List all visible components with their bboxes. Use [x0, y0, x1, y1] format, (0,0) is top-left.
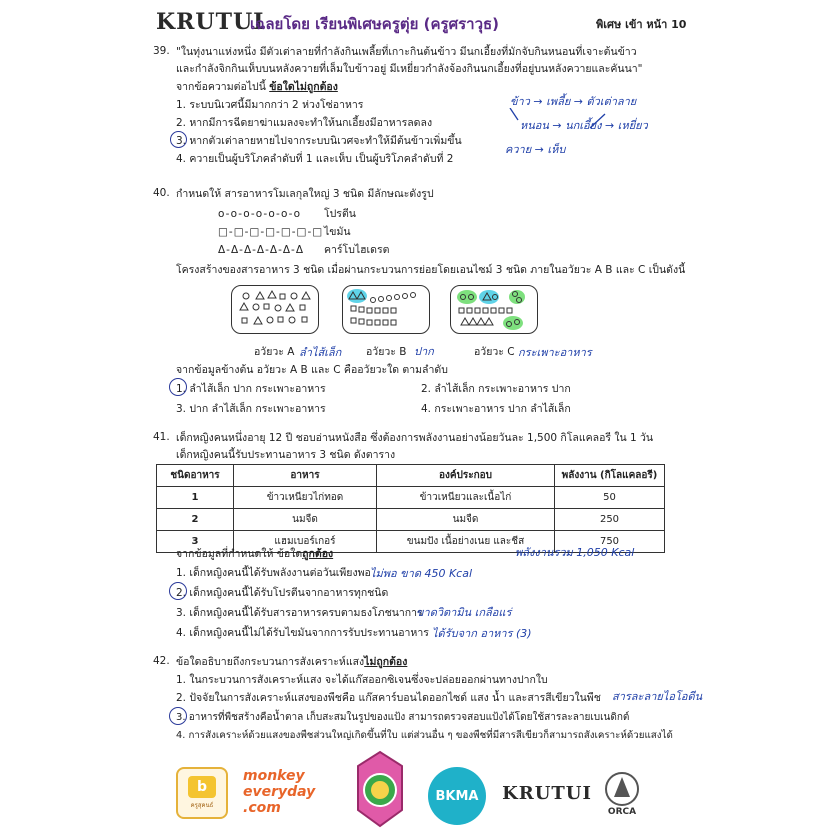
monkey-everyday-logo: monkey everyday .com	[243, 768, 316, 816]
q42-option-2[interactable]: 2. ปัจจัยในการสังเคราะห์แสงของพืชคือ แก๊สคาร์บอนไดออกไซด์ แสง น้ำ และสารสีเขียวในพืช	[176, 692, 601, 704]
organ-a-note: ลำไส้เล็ก	[299, 346, 342, 359]
answer-circle-q39	[170, 131, 187, 148]
q41-option-1[interactable]: 1. เด็กหญิงคนนี้ได้รับพลังงานต่อวันเพียงพอ	[176, 567, 371, 579]
q40-option-3[interactable]: 3. ปาก ลำไส้เล็ก กระเพาะอาหาร	[176, 403, 326, 415]
bkma-logo: BKMA	[428, 767, 486, 825]
cell-energy: 750	[555, 531, 665, 553]
answer-circle-q41	[169, 582, 187, 600]
answer-circle-q40	[169, 378, 187, 396]
q42-option-4[interactable]: 4. การสังเคราะห์ด้วยแสงของพืชส่วนใหญ่เกิดขึ้นที่ใบ แต่ส่วนอื่น ๆ ของพืชที่มีสารสีเขียวก็สามารถสังเคราะห์ด้วยแสงได้	[176, 730, 673, 741]
cell-energy: 250	[555, 509, 665, 531]
q39-option-3[interactable]: 3. หากตัวเต่าลายหายไปจากระบบนิเวศจะทำให้มีต้นข้าวเพิ่มขึ้น	[176, 135, 462, 147]
q41-note-3: ขาดวิตามิน เกลือแร่	[416, 606, 512, 619]
q39-option-1[interactable]: 1. ระบบนิเวศนี้มีมากกว่า 2 ห่วงโซ่อาหาร	[176, 99, 364, 111]
school-emblem-logo	[350, 748, 410, 828]
q39-prompt: จากข้อความต่อไปนี้ ข้อใดไม่ถูกต้อง	[176, 81, 338, 93]
answer-circle-q42	[169, 707, 187, 725]
q41-stem-line1: เด็กหญิงคนหนึ่งอายุ 12 ปี ชอบอ่านหนังสือ ซึ่งต้องการพลังงานอย่างน้อยวันละ 1,500 กิโลแคลอรี ใน 1 วัน	[176, 432, 654, 444]
orca-shark-icon	[604, 771, 640, 807]
krutui-footer-logo: KRUTUI	[502, 782, 592, 804]
legend-protein-symbol: o-o-o-o-o-o-o	[218, 208, 302, 220]
q41-prompt: จากข้อมูลที่กำหนดให้ ข้อใดถูกต้อง	[176, 548, 334, 560]
q42-option-1[interactable]: 1. ในกระบวนการสังเคราะห์แสง จะได้แก๊สออกซิเจนซึ่งจะปล่อยออกผ่านทางปากใบ	[176, 674, 548, 686]
cell-food: ข้าวเหนียวไก่ทอด	[234, 487, 377, 509]
cell-type: 2	[157, 509, 234, 531]
q39-note-chain-3: ควาย → เห็บ	[505, 143, 566, 156]
q41-option-3[interactable]: 3. เด็กหญิงคนนี้ได้รับสารอาหารครบตามธงโภชนาการ	[176, 607, 423, 619]
cell-type: 1	[157, 487, 234, 509]
q40-option-2[interactable]: 2. ลำไส้เล็ก กระเพาะอาหาร ปาก	[421, 383, 571, 395]
organ-c-note: กระเพาะอาหาร	[518, 346, 592, 359]
table-header-row	[157, 465, 665, 487]
school-emblem-icon	[350, 748, 410, 828]
cell-type: 3	[157, 531, 234, 553]
col-header-composition: องค์ประกอบ	[377, 465, 555, 487]
q41-stem-line2: เด็กหญิงคนนี้รับประทานอาหาร 3 ชนิด ดังตาราง	[176, 449, 396, 461]
organ-c-label: อวัยวะ C	[474, 346, 515, 358]
q41-option-4[interactable]: 4. เด็กหญิงคนนี้ไม่ได้รับไขมันจากการรับประทานอาหาร	[176, 627, 429, 639]
organ-a-box	[231, 285, 319, 334]
legend-carb-symbol: Δ-Δ-Δ-Δ-Δ-Δ-Δ	[218, 244, 305, 256]
q39-note-chain-2: หนอน → นกเอี้ยง → เหยี่ยว	[520, 119, 648, 132]
cell-composition: ข้าวเหนียวและเนื้อไก่	[377, 487, 555, 509]
table-row	[157, 509, 665, 531]
q39-number: 39.	[153, 45, 170, 57]
legend-carb-label: คาร์โบไฮเดรต	[324, 244, 390, 256]
page-number: พิเศษ เข้า หน้า 10	[596, 18, 687, 31]
q40-number: 40.	[153, 187, 170, 199]
col-header-food: อาหาร	[234, 465, 377, 487]
col-header-energy: พลังงาน (กิโลแคลอรี)	[555, 465, 665, 487]
organ-a-molecules	[232, 286, 318, 333]
nutrition-table	[156, 464, 665, 553]
q39-stem-line2: และกำลังจิกกินเห็บบนหลังควายที่เล็มใบข้าวอยู่ มีเหยี่ยวกำลังจ้องกินนกเอี้ยงที่อยู่บนหลังควายและคันนา"	[176, 63, 643, 75]
q40-stem2: โครงสร้างของสารอาหาร 3 ชนิด เมื่อผ่านกระบวนการย่อยโดยเอนไซม์ 3 ชนิด ภายในอวัยวะ A B และ C เป็นดังนี้	[176, 264, 686, 276]
legend-protein-label: โปรตีน	[324, 208, 356, 220]
q42-stem: ข้อใดอธิบายถึงกระบวนการสังเคราะห์แสงไม่ถูกต้อง	[176, 656, 408, 668]
q39-note-chain-1: ข้าว → เพลี้ย → ตัวเต่าลาย	[510, 95, 637, 108]
q40-option-1[interactable]: 1. ลำไส้เล็ก ปาก กระเพาะอาหาร	[176, 383, 326, 395]
legend-fat-label: ไขมัน	[324, 226, 351, 238]
organ-b-box	[342, 285, 430, 334]
q41-note-1: ไม่พอ ขาด 450 Kcal	[370, 567, 473, 580]
q42-note: สารละลายไอโอดีน	[612, 690, 703, 703]
q41-total-note: พลังงานรวม 1,050 Kcal	[515, 546, 635, 559]
page-title: เฉลยโดย เรียนพิเศษครูตุ่ย (ครูศราวุธ)	[250, 15, 500, 33]
q41-note-4: ได้รับจาก อาหาร (3)	[432, 627, 532, 640]
organ-b-label: อวัยวะ B	[366, 346, 407, 358]
krutui-logo: KRUTUI	[156, 9, 265, 35]
q40-stem: กำหนดให้ สารอาหารโมเลกุลใหญ่ 3 ชนิด มีลักษณะดังรูป	[176, 188, 434, 200]
q42-number: 42.	[153, 655, 170, 667]
krusukhon-logo: b ครูสุคนธ์	[176, 767, 228, 819]
q40-option-4[interactable]: 4. กระเพาะอาหาร ปาก ลำไส้เล็ก	[421, 403, 571, 415]
legend-fat-symbol: □-□-□-□-□-□-□	[218, 226, 324, 238]
cell-composition: นมจืด	[377, 509, 555, 531]
orca-logo: ORCA	[600, 766, 644, 822]
organ-c-box	[450, 285, 538, 334]
q40-prompt: จากข้อมูลข้างต้น อวัยวะ A B และ C คืออวัยวะใด ตามลำดับ	[176, 364, 448, 376]
q42-option-3[interactable]: 3. อาหารที่พืชสร้างคือน้ำตาล เก็บสะสมในรูปของแป้ง สามารถตรวจสอบแป้งได้โดยใช้สารละลายเบเนดิกต์	[176, 712, 630, 723]
cell-energy: 50	[555, 487, 665, 509]
organ-b-molecules	[343, 286, 429, 333]
organ-c-molecules	[451, 286, 537, 333]
organ-a-label: อวัยวะ A	[254, 346, 295, 358]
q39-food-web-arrows	[490, 108, 630, 148]
q41-option-2[interactable]: 2. เด็กหญิงคนนี้ได้รับโปรตีนจากอาหารทุกชนิด	[176, 587, 389, 599]
q39-option-2[interactable]: 2. หากมีการฉีดยาฆ่าแมลงจะทำให้นกเอี้ยงมีอาหารลดลง	[176, 117, 433, 129]
table-row	[157, 487, 665, 509]
cell-food: แฮมเบอร์เกอร์	[234, 531, 377, 553]
cell-food: นมจืด	[234, 509, 377, 531]
q39-stem-line1: "ในทุ่งนาแห่งหนึ่ง มีตัวเต่าลายที่กำลังกินเพลี้ยที่เกาะกินต้นข้าว มีนกเอี้ยงที่มักจับกินหนอนที่เจาะต้นข้าว	[176, 46, 637, 58]
q41-number: 41.	[153, 431, 170, 443]
cell-composition: ขนมปัง เนื้อย่างเนย และชีส	[377, 531, 555, 553]
col-header-type: ชนิดอาหาร	[157, 465, 234, 487]
q39-option-4[interactable]: 4. ควายเป็นผู้บริโภคลำดับที่ 1 และเห็บ เป็นผู้บริโภคลำดับที่ 2	[176, 153, 454, 165]
organ-b-note: ปาก	[414, 345, 434, 358]
